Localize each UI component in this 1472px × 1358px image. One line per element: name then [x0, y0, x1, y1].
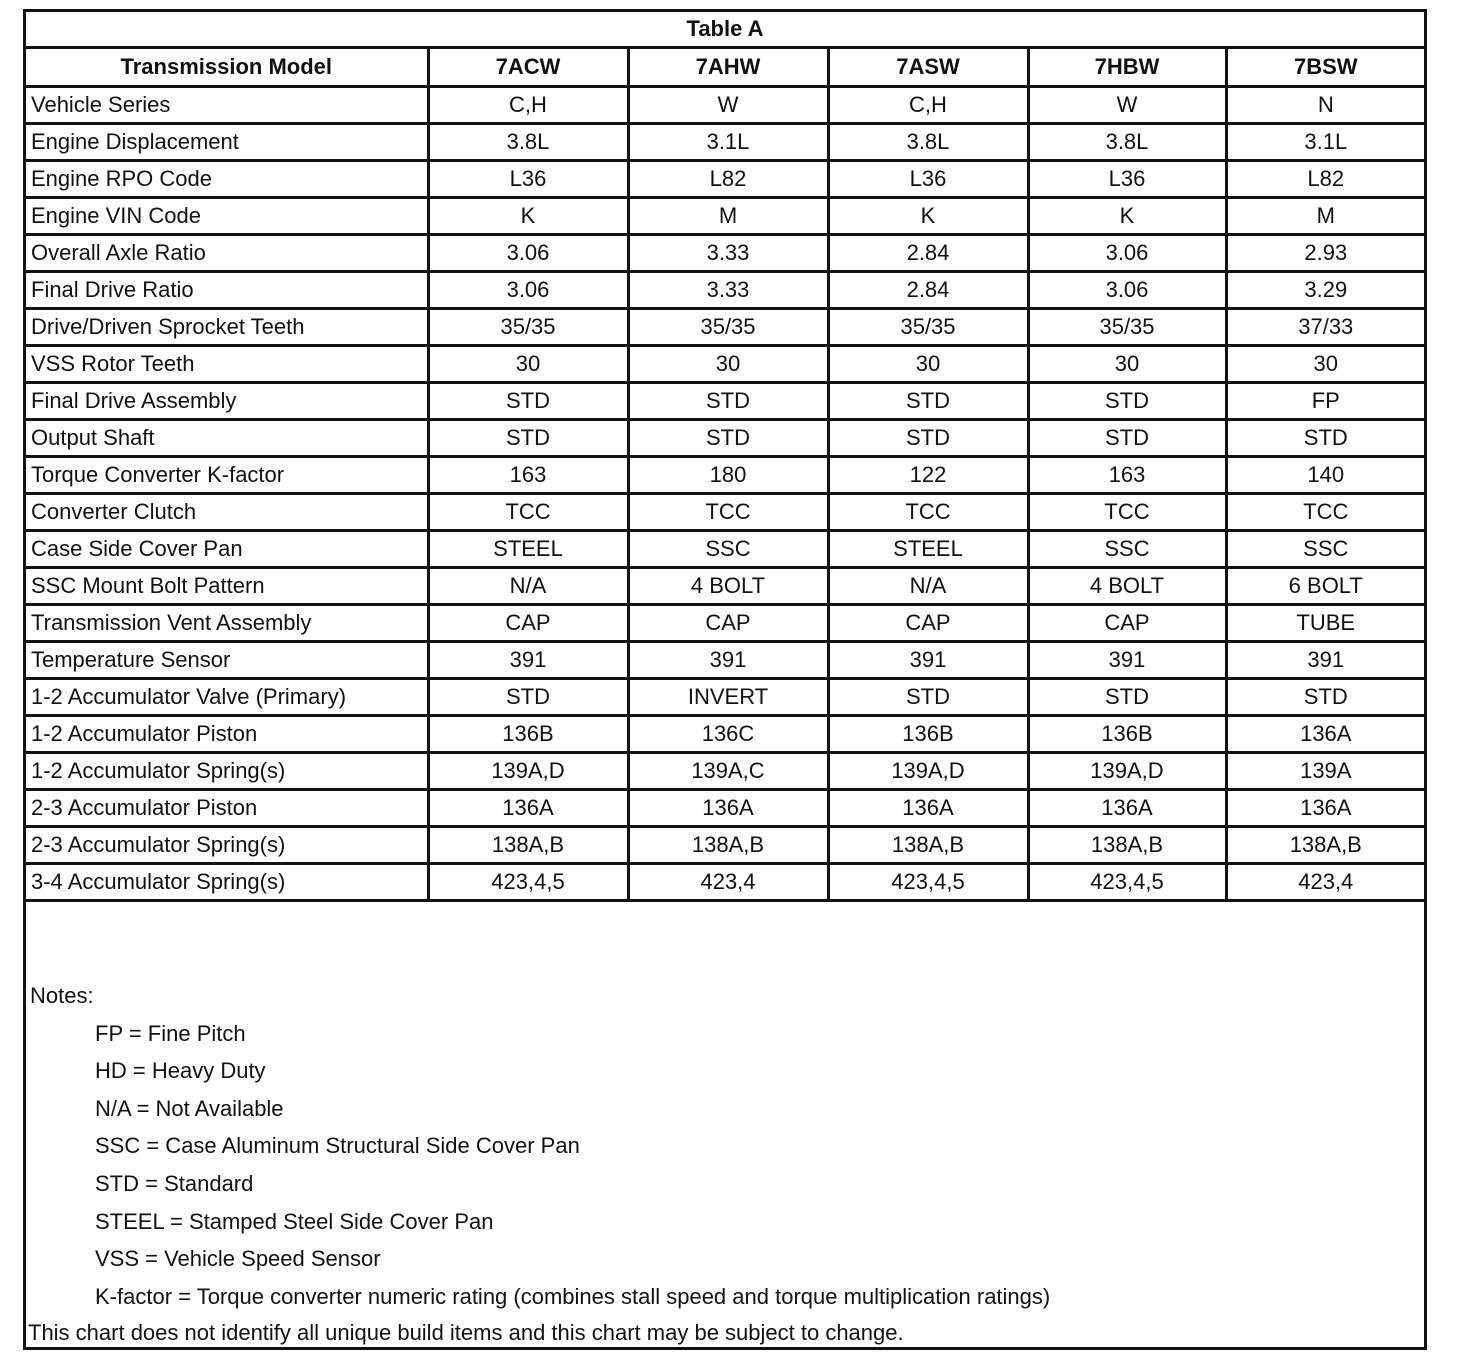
table-cell: STD	[628, 383, 828, 420]
row-label: Vehicle Series	[26, 87, 428, 124]
table-cell: FP	[1226, 383, 1424, 420]
table-cell: 2.84	[828, 235, 1028, 272]
row-label: Case Side Cover Pan	[26, 531, 428, 568]
table-row	[26, 679, 1424, 716]
table-cell: 423,4,5	[1028, 864, 1226, 901]
table-cell: K	[428, 198, 628, 235]
table-cell: STEEL	[828, 531, 1028, 568]
table-cell: L82	[628, 161, 828, 198]
table-cell: N/A	[828, 568, 1028, 605]
table-title: Table A	[26, 12, 1424, 48]
table-cell: 140	[1226, 457, 1424, 494]
table-cell: TCC	[828, 494, 1028, 531]
table-cell: 138A,B	[1028, 827, 1226, 864]
table-cell: 136C	[628, 716, 828, 753]
table-cell: TCC	[428, 494, 628, 531]
table-row	[26, 346, 1424, 383]
row-label: SSC Mount Bolt Pattern	[26, 568, 428, 605]
table-cell: 3.1L	[628, 124, 828, 161]
table-cell: STEEL	[428, 531, 628, 568]
table-cell: 3.06	[428, 272, 628, 309]
table-cell: 35/35	[628, 309, 828, 346]
table-cell: M	[1226, 198, 1424, 235]
table-row	[26, 605, 1424, 642]
table-cell: N	[1226, 87, 1424, 124]
table-cell: 139A,D	[828, 753, 1028, 790]
table-cell: SSC	[1226, 531, 1424, 568]
table-cell: 139A,D	[1028, 753, 1226, 790]
table-cell: 35/35	[428, 309, 628, 346]
table-cell: 391	[628, 642, 828, 679]
table-cell: 391	[1226, 642, 1424, 679]
row-label: VSS Rotor Teeth	[26, 346, 428, 383]
table-cell: 136A	[1226, 790, 1424, 827]
table-cell: STD	[1028, 420, 1226, 457]
table-cell: 30	[1226, 346, 1424, 383]
table-cell: 3.8L	[428, 124, 628, 161]
transmission-spec-table	[26, 12, 1424, 902]
row-label: Drive/Driven Sprocket Teeth	[26, 309, 428, 346]
table-cell: M	[628, 198, 828, 235]
table-row	[26, 235, 1424, 272]
table-cell: TCC	[628, 494, 828, 531]
table-cell: 3.8L	[1028, 124, 1226, 161]
table-row	[26, 568, 1424, 605]
table-cell: 3.06	[1028, 235, 1226, 272]
table-cell: 136A	[428, 790, 628, 827]
table-cell: 3.29	[1226, 272, 1424, 309]
table-cell: 139A,C	[628, 753, 828, 790]
table-cell: 30	[828, 346, 1028, 383]
table-cell: C,H	[428, 87, 628, 124]
table-cell: 138A,B	[828, 827, 1028, 864]
row-label: Temperature Sensor	[26, 642, 428, 679]
table-cell: STD	[1028, 383, 1226, 420]
table-cell: CAP	[828, 605, 1028, 642]
table-cell: INVERT	[628, 679, 828, 716]
table-cell: L82	[1226, 161, 1424, 198]
table-cell: 4 BOLT	[628, 568, 828, 605]
table-cell: 391	[828, 642, 1028, 679]
row-label: Converter Clutch	[26, 494, 428, 531]
table-cell: TUBE	[1226, 605, 1424, 642]
table-cell: 122	[828, 457, 1028, 494]
table-cell: 391	[1028, 642, 1226, 679]
table-cell: STD	[428, 420, 628, 457]
table-cell: 3.8L	[828, 124, 1028, 161]
table-cell: TCC	[1226, 494, 1424, 531]
table-cell: L36	[1028, 161, 1226, 198]
table-cell: STD	[628, 420, 828, 457]
table-cell: 139A,D	[428, 753, 628, 790]
row-label: Engine VIN Code	[26, 198, 428, 235]
table-cell: W	[628, 87, 828, 124]
row-label: Overall Axle Ratio	[26, 235, 428, 272]
table-row	[26, 198, 1424, 235]
note-item: K-factor = Torque converter numeric rating (combines stall speed and torque multiplication ratings)	[95, 1284, 1051, 1309]
table-cell: K	[1028, 198, 1226, 235]
table-cell: 423,4	[628, 864, 828, 901]
table-row	[26, 827, 1424, 864]
table-row	[26, 87, 1424, 124]
row-label: Final Drive Ratio	[26, 272, 428, 309]
row-label: 1-2 Accumulator Piston	[26, 716, 428, 753]
table-row	[26, 272, 1424, 309]
table-cell: 37/33	[1226, 309, 1424, 346]
table-cell: STD	[428, 679, 628, 716]
table-cell: STD	[828, 383, 1028, 420]
row-label: 2-3 Accumulator Piston	[26, 790, 428, 827]
table-cell: CAP	[628, 605, 828, 642]
table-cell: STD	[1226, 679, 1424, 716]
note-item: STEEL = Stamped Steel Side Cover Pan	[95, 1209, 494, 1234]
model-header: 7HBW	[1028, 48, 1226, 87]
table-row	[26, 864, 1424, 901]
table-row	[26, 790, 1424, 827]
table-cell: L36	[828, 161, 1028, 198]
table-cell: 423,4	[1226, 864, 1424, 901]
table-cell: 2.84	[828, 272, 1028, 309]
note-item: STD = Standard	[95, 1171, 254, 1196]
table-row	[26, 531, 1424, 568]
table-cell: 136A	[1028, 790, 1226, 827]
table-cell: 3.33	[628, 235, 828, 272]
table-cell: 136B	[1028, 716, 1226, 753]
row-label: Torque Converter K-factor	[26, 457, 428, 494]
table-cell: 136A	[628, 790, 828, 827]
spec-sheet	[23, 9, 1427, 1350]
table-cell: 35/35	[1028, 309, 1226, 346]
row-label: 3-4 Accumulator Spring(s)	[26, 864, 428, 901]
model-header: 7AHW	[628, 48, 828, 87]
table-cell: CAP	[1028, 605, 1226, 642]
table-row	[26, 457, 1424, 494]
table-row	[26, 753, 1424, 790]
note-item: SSC = Case Aluminum Structural Side Cover Pan	[95, 1133, 580, 1158]
table-row	[26, 124, 1424, 161]
note-item: FP = Fine Pitch	[95, 1021, 246, 1046]
table-cell: 136A	[1226, 716, 1424, 753]
table-cell: STD	[828, 679, 1028, 716]
header-row	[26, 48, 1424, 87]
table-cell: 138A,B	[1226, 827, 1424, 864]
table-cell: 3.06	[1028, 272, 1226, 309]
table-cell: 30	[428, 346, 628, 383]
table-cell: CAP	[428, 605, 628, 642]
header-label: Transmission Model	[26, 48, 428, 87]
table-cell: W	[1028, 87, 1226, 124]
row-label: 1-2 Accumulator Spring(s)	[26, 753, 428, 790]
table-cell: 139A	[1226, 753, 1424, 790]
table-row	[26, 383, 1424, 420]
table-cell: SSC	[628, 531, 828, 568]
table-cell: 391	[428, 642, 628, 679]
model-header: 7ASW	[828, 48, 1028, 87]
table-cell: 3.33	[628, 272, 828, 309]
row-label: Final Drive Assembly	[26, 383, 428, 420]
table-cell: 136B	[828, 716, 1028, 753]
model-header: 7BSW	[1226, 48, 1424, 87]
table-cell: 136B	[428, 716, 628, 753]
table-cell: 6 BOLT	[1226, 568, 1424, 605]
table-cell: 163	[428, 457, 628, 494]
table-cell: STD	[1028, 679, 1226, 716]
table-cell: K	[828, 198, 1028, 235]
table-cell: 423,4,5	[428, 864, 628, 901]
row-label: Transmission Vent Assembly	[26, 605, 428, 642]
table-cell: 423,4,5	[828, 864, 1028, 901]
row-label: 2-3 Accumulator Spring(s)	[26, 827, 428, 864]
table-cell: STD	[1226, 420, 1424, 457]
table-cell: 4 BOLT	[1028, 568, 1226, 605]
table-row	[26, 494, 1424, 531]
table-cell: 30	[628, 346, 828, 383]
table-cell: N/A	[428, 568, 628, 605]
table-cell: 138A,B	[628, 827, 828, 864]
table-row	[26, 309, 1424, 346]
table-row	[26, 161, 1424, 198]
table-cell: 2.93	[1226, 235, 1424, 272]
row-label: Engine RPO Code	[26, 161, 428, 198]
model-header: 7ACW	[428, 48, 628, 87]
table-cell: C,H	[828, 87, 1028, 124]
row-label: Output Shaft	[26, 420, 428, 457]
table-row	[26, 420, 1424, 457]
table-cell: 163	[1028, 457, 1226, 494]
table-cell: 35/35	[828, 309, 1028, 346]
table-row	[26, 716, 1424, 753]
note-item: VSS = Vehicle Speed Sensor	[95, 1246, 381, 1271]
disclaimer: This chart does not identify all unique build items and this chart may be subject to change.	[28, 1320, 904, 1345]
table-cell: STD	[828, 420, 1028, 457]
table-row	[26, 642, 1424, 679]
table-cell: 138A,B	[428, 827, 628, 864]
row-label: 1-2 Accumulator Valve (Primary)	[26, 679, 428, 716]
table-cell: 180	[628, 457, 828, 494]
table-cell: 30	[1028, 346, 1226, 383]
table-cell: SSC	[1028, 531, 1226, 568]
table-cell: 3.1L	[1226, 124, 1424, 161]
table-cell: STD	[428, 383, 628, 420]
table-cell: 136A	[828, 790, 1028, 827]
note-item: HD = Heavy Duty	[95, 1058, 266, 1083]
row-label: Engine Displacement	[26, 124, 428, 161]
table-cell: L36	[428, 161, 628, 198]
notes-heading: Notes:	[30, 983, 94, 1008]
table-cell: TCC	[1028, 494, 1226, 531]
table-cell: 3.06	[428, 235, 628, 272]
note-item: N/A = Not Available	[95, 1096, 284, 1121]
